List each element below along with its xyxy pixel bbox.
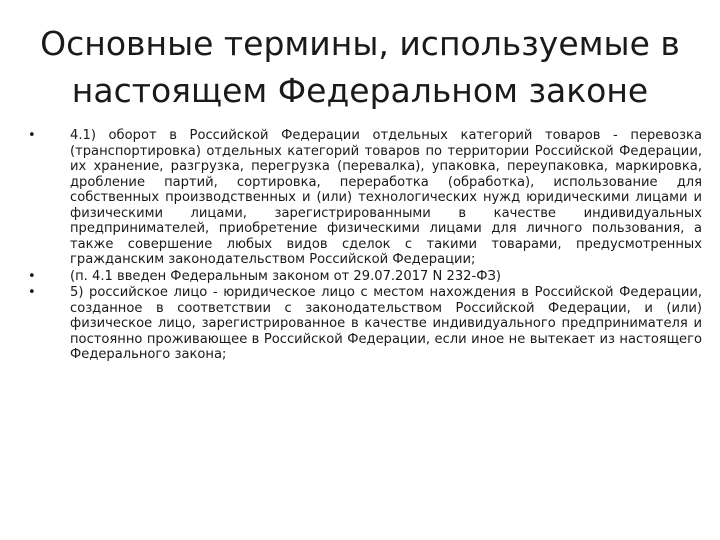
bullet-list bbox=[22, 128, 702, 364]
bullet-item-turnover: • 4.1) оборот в Российской Федерации отдельных категорий товаров - перевозка (транспортировка) отдельных категорий товаров по территории Российской Федерации, их хранение, разгрузка, перегрузка (перевалка), упаковка, переупаковка, маркировка, дробление партий, сортировка, переработка (обработка), использование для собственных производственных и (или) технологических нужд юридическими лицами и физическими лицами, зарегистрированными в качестве индивидуальных предпринимателей, приобретение физическими лицами для личного пользования, а также совершение любых видов сделок с такими товарами, предусмотренных гражданским законодательством Российской Федерации; bbox=[22, 128, 702, 268]
bullet-item-russian-person: • 5) российское лицо - юридическое лицо с местом нахождения в Российской Федерации, созданное в соответствии с законодательством Российской Федерации, и (или) физическое лицо, зарегистрированное в качестве индивидуального предпринимателя и постоянно проживающее в Российской Федерации, если иное не вытекает из настоящего Федерального закона; bbox=[22, 285, 702, 363]
slide-title: Основные термины, используемые в настоящем Федеральном законе bbox=[40, 24, 680, 110]
bullet-item-amendment-note: • (п. 4.1 введен Федеральным законом от 29.07.2017 N 232-ФЗ) bbox=[22, 269, 702, 285]
